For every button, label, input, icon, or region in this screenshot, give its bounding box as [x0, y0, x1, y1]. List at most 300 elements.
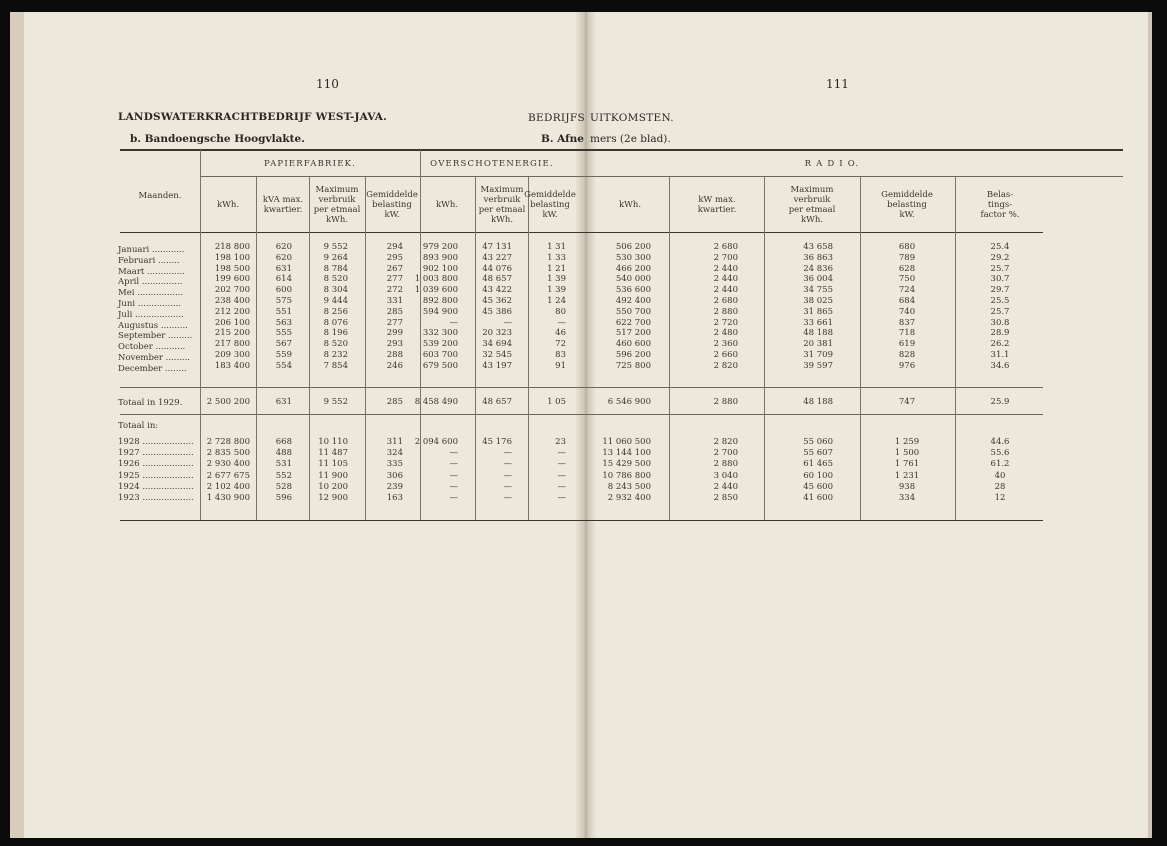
- cell-p-kwh: 183 400: [214, 361, 250, 371]
- cell-r-max: 38 025: [803, 296, 833, 306]
- year-label: 1923 ...................: [118, 493, 194, 503]
- year-cell-r-gem: 1 259: [894, 437, 920, 447]
- cell-r-fac: 29.2: [990, 253, 1010, 263]
- cell-r-gem: 619: [898, 339, 916, 349]
- total-r-kwh: 6 546 900: [607, 397, 651, 407]
- cell-r-gem: 628: [898, 264, 916, 274]
- year-cell-o-gem: 23: [555, 437, 566, 447]
- year-cell-p-kva: 668: [275, 437, 292, 447]
- cell-p-gem: 285: [386, 307, 403, 317]
- cell-r-gem: 724: [898, 285, 916, 295]
- cell-r-gem: 684: [898, 296, 916, 306]
- year-cell-r-max: 61 465: [803, 459, 833, 469]
- cell-p-gem: 246: [386, 361, 403, 371]
- cell-r-kwh: 517 200: [615, 328, 651, 338]
- cell-r-kwh: 506 200: [615, 242, 651, 252]
- cell-r-gem: 837: [898, 318, 916, 328]
- column-header-line: Gemiddelde: [524, 190, 576, 200]
- cell-o-max: 43 197: [482, 361, 512, 371]
- column-header-line: kwartier.: [263, 205, 303, 215]
- cell-o-max: 47 131: [482, 242, 512, 252]
- cell-r-kwh: 596 200: [615, 350, 651, 360]
- month-label: September .........: [118, 331, 193, 341]
- cell-r-kw: 2 880: [713, 307, 738, 317]
- vrule: [365, 177, 366, 520]
- cell-o-gem: 1 31: [547, 242, 566, 252]
- years-label: Totaal in:: [118, 421, 159, 431]
- year-cell-r-fac: 28: [994, 482, 1006, 492]
- cell-p-gem: 272: [386, 285, 403, 295]
- cell-r-fac: 28.9: [990, 328, 1010, 338]
- cell-r-kw: 2 720: [713, 318, 738, 328]
- cell-p-kva: 600: [275, 285, 292, 295]
- year-cell-o-max: —: [503, 459, 512, 469]
- year-cell-o-kwh: —: [449, 459, 458, 469]
- year-cell-p-kwh: 2 930 400: [206, 459, 250, 469]
- column-header-r-kw: [698, 195, 737, 215]
- cell-p-gem: 294: [386, 242, 403, 252]
- vrule: [669, 177, 670, 520]
- column-header-line: factor %.: [980, 210, 1020, 220]
- year-cell-o-max: —: [503, 493, 512, 503]
- cell-p-kwh: 218 800: [214, 242, 250, 252]
- year-label: 1928 ...................: [118, 437, 194, 447]
- year-cell-p-gem: 306: [386, 471, 403, 481]
- column-header-line: Gemiddelde: [366, 190, 418, 200]
- cell-r-max: 33 661: [803, 318, 833, 328]
- cell-o-max: 34 694: [482, 339, 512, 349]
- month-label: Juni ................: [118, 299, 182, 309]
- year-cell-p-kva: 596: [275, 493, 292, 503]
- report-title-left: BEDRIJFS: [528, 112, 585, 124]
- cell-p-kva: 554: [275, 361, 292, 371]
- cell-r-fac: 25.7: [990, 264, 1010, 274]
- year-cell-o-gem: —: [557, 448, 566, 458]
- cell-o-max: 43 422: [482, 285, 512, 295]
- month-label: Januari ............: [118, 245, 185, 255]
- cell-r-fac: 26.2: [990, 339, 1010, 349]
- column-header-p-gem: [366, 190, 418, 220]
- cell-p-kwh: 238 400: [214, 296, 250, 306]
- table-top-rule: [120, 149, 1123, 151]
- vrule: [528, 177, 529, 520]
- cell-p-max: 8 784: [323, 264, 348, 274]
- group-papierfabriek: PAPIERFABRIEK.: [263, 159, 357, 169]
- cell-o-gem: 46: [555, 328, 566, 338]
- cell-r-fac: 31.1: [990, 350, 1010, 360]
- year-cell-r-kwh: 15 429 500: [602, 459, 651, 469]
- total-end-rule: [120, 414, 1043, 415]
- cell-o-kwh: —: [449, 318, 458, 328]
- year-cell-p-kva: 488: [275, 448, 292, 458]
- year-cell-r-kwh: 2 932 400: [607, 493, 651, 503]
- year-cell-r-max: 55 060: [803, 437, 833, 447]
- year-cell-r-gem: 334: [898, 493, 916, 503]
- year-cell-o-kwh: —: [449, 448, 458, 458]
- total-o-kwh: 8 458 490: [414, 397, 458, 407]
- cell-r-max: 20 381: [803, 339, 833, 349]
- cell-o-kwh: 603 700: [422, 350, 458, 360]
- cell-o-kwh: 539 200: [422, 339, 458, 349]
- cell-r-max: 31 709: [803, 350, 833, 360]
- year-cell-o-kwh: —: [449, 482, 458, 492]
- column-header-line: kW max.: [698, 195, 736, 205]
- year-cell-p-max: 11 105: [318, 459, 348, 469]
- column-header-rule: [120, 232, 1043, 233]
- year-cell-o-max: 45 176: [482, 437, 512, 447]
- cell-p-max: 8 256: [323, 307, 348, 317]
- year-cell-r-kw: 2 850: [713, 493, 738, 503]
- cell-o-kwh: 1 039 600: [414, 285, 458, 295]
- year-cell-r-kw: 2 820: [713, 437, 738, 447]
- table-bottom-rule: [120, 520, 1043, 521]
- column-header-line: kW.: [899, 210, 915, 220]
- column-header-line: belasting: [887, 200, 927, 210]
- cell-p-kwh: 215 200: [214, 328, 250, 338]
- cell-p-kwh: 209 300: [214, 350, 250, 360]
- cell-r-max: 34 755: [803, 285, 833, 295]
- cell-r-kw: 2 480: [713, 328, 738, 338]
- column-header-line: tings-: [987, 200, 1013, 210]
- cell-o-max: 48 657: [482, 274, 512, 284]
- cell-o-max: —: [503, 318, 512, 328]
- cell-o-kwh: 594 900: [422, 307, 458, 317]
- cell-p-max: 9 552: [323, 242, 348, 252]
- group-overschotenergie: OVERSCHOTENERGIE.: [430, 159, 554, 169]
- year-cell-p-kwh: 2 835 500: [206, 448, 250, 458]
- column-header-line: per etmaal: [478, 205, 526, 215]
- column-header-line: kWh.: [618, 200, 642, 210]
- year-cell-p-gem: 239: [386, 482, 403, 492]
- year-cell-r-fac: 12: [994, 493, 1006, 503]
- column-header-line: belasting: [372, 200, 412, 210]
- vrule: [860, 177, 861, 520]
- header-maanden: Maanden.: [138, 191, 182, 201]
- year-cell-r-fac: 44.6: [990, 437, 1010, 447]
- cell-o-gem: 80: [555, 307, 566, 317]
- cell-r-gem: 828: [898, 350, 916, 360]
- cell-r-kw: 2 440: [713, 264, 738, 274]
- cell-r-gem: 976: [898, 361, 916, 371]
- cell-r-kwh: 540 000: [615, 274, 651, 284]
- cell-p-kva: 620: [275, 242, 292, 252]
- cell-p-kva: 555: [275, 328, 292, 338]
- year-cell-p-kwh: 2 102 400: [206, 482, 250, 492]
- cell-p-max: 8 304: [323, 285, 348, 295]
- year-cell-p-kva: 528: [275, 482, 292, 492]
- cell-r-kw: 2 680: [713, 296, 738, 306]
- year-cell-o-gem: —: [557, 459, 566, 469]
- cell-o-kwh: 893 900: [422, 253, 458, 263]
- year-label: 1927 ...................: [118, 448, 194, 458]
- cell-o-gem: 1 39: [547, 285, 566, 295]
- cell-p-gem: 295: [386, 253, 403, 263]
- column-header-line: kWh.: [800, 215, 824, 225]
- year-cell-o-gem: —: [557, 471, 566, 481]
- vrule: [475, 177, 476, 520]
- year-cell-p-kwh: 2 728 800: [206, 437, 250, 447]
- column-header-o-max: [479, 185, 526, 225]
- column-header-line: kWh.: [435, 200, 459, 210]
- cell-p-gem: 277: [386, 274, 403, 284]
- vrule: [764, 177, 765, 520]
- year-label: 1926 ...................: [118, 459, 194, 469]
- year-cell-o-max: —: [503, 471, 512, 481]
- cell-p-gem: 293: [386, 339, 403, 349]
- cell-p-kva: 551: [275, 307, 292, 317]
- column-header-line: Maximum: [790, 185, 834, 195]
- column-header-line: kwartier.: [697, 205, 737, 215]
- cell-o-kwh: 1 003 800: [414, 274, 458, 284]
- cell-o-gem: —: [557, 318, 566, 328]
- cell-r-fac: 25.4: [990, 242, 1010, 252]
- company-title: LANDSWATERKRACHTBEDRIJF WEST-JAVA.: [118, 111, 387, 123]
- cell-o-gem: 83: [555, 350, 566, 360]
- column-header-p-kwh: [217, 200, 239, 210]
- column-header-line: verbruik: [318, 195, 356, 205]
- cell-r-max: 24 836: [803, 264, 833, 274]
- total-p-kva: 631: [275, 397, 292, 407]
- column-header-line: kW.: [542, 210, 558, 220]
- year-cell-o-max: —: [503, 448, 512, 458]
- total-r-max: 48 188: [803, 397, 833, 407]
- vrule: [200, 150, 201, 520]
- vrule: [955, 177, 956, 520]
- cell-o-max: 43 227: [482, 253, 512, 263]
- cell-o-max: 45 386: [482, 307, 512, 317]
- year-cell-r-gem: 938: [898, 482, 916, 492]
- cell-r-max: 36 004: [803, 274, 833, 284]
- cell-r-kwh: 622 700: [615, 318, 651, 328]
- cell-p-kva: 631: [275, 264, 292, 274]
- cell-p-gem: 288: [386, 350, 403, 360]
- cell-p-gem: 299: [386, 328, 403, 338]
- cell-p-max: 9 444: [323, 296, 348, 306]
- year-cell-r-max: 55 607: [803, 448, 833, 458]
- column-header-line: Belas-: [986, 190, 1014, 200]
- cell-o-gem: 72: [555, 339, 566, 349]
- column-header-line: per etmaal: [313, 205, 361, 215]
- total-r-kw: 2 880: [713, 397, 738, 407]
- total-r-fac: 25.9: [990, 397, 1010, 407]
- year-cell-r-max: 45 600: [803, 482, 833, 492]
- year-cell-r-kw: 2 880: [713, 459, 738, 469]
- column-header-line: Maximum: [480, 185, 524, 195]
- cell-p-kwh: 202 700: [214, 285, 250, 295]
- cell-r-kw: 2 660: [713, 350, 738, 360]
- cell-p-kva: 620: [275, 253, 292, 263]
- column-header-line: per etmaal: [788, 205, 836, 215]
- total-r-gem: 747: [898, 397, 916, 407]
- cell-r-gem: 789: [898, 253, 916, 263]
- year-cell-r-max: 60 100: [803, 471, 833, 481]
- total-p-gem: 285: [386, 397, 403, 407]
- group-header-rule: [200, 176, 1123, 177]
- year-cell-p-max: 10 200: [318, 482, 348, 492]
- cell-r-max: 36 863: [803, 253, 833, 263]
- year-cell-p-max: 11 900: [318, 471, 348, 481]
- cell-r-max: 31 865: [803, 307, 833, 317]
- column-header-o-kwh: [436, 200, 458, 210]
- column-header-p-kva: [263, 195, 303, 215]
- column-header-line: Maximum: [315, 185, 359, 195]
- cell-o-kwh: 892 800: [422, 296, 458, 306]
- cell-o-kwh: 979 200: [422, 242, 458, 252]
- cell-r-kwh: 725 800: [615, 361, 651, 371]
- cell-r-kw: 2 680: [713, 242, 738, 252]
- cell-r-kw: 2 360: [713, 339, 738, 349]
- cell-p-max: 8 196: [323, 328, 348, 338]
- month-label: November .........: [118, 353, 191, 363]
- year-cell-p-kwh: 1 430 900: [206, 493, 250, 503]
- cell-o-max: 32 545: [482, 350, 512, 360]
- cell-p-max: 8 520: [323, 339, 348, 349]
- year-cell-r-gem: 1 500: [894, 448, 920, 458]
- year-cell-r-kwh: 10 786 800: [602, 471, 651, 481]
- cell-r-kwh: 530 300: [615, 253, 651, 263]
- cell-r-kwh: 492 400: [615, 296, 651, 306]
- cell-r-max: 39 597: [803, 361, 833, 371]
- year-cell-r-fac: 61.2: [990, 459, 1010, 469]
- cell-p-kwh: 206 100: [214, 318, 250, 328]
- months-end-rule: [120, 387, 1043, 388]
- column-header-line: verbruik: [483, 195, 521, 205]
- column-header-line: kWh.: [216, 200, 240, 210]
- column-header-line: kW.: [384, 210, 400, 220]
- year-cell-o-kwh: —: [449, 493, 458, 503]
- cell-r-max: 48 188: [803, 328, 833, 338]
- total-o-gem: 1 05: [547, 397, 566, 407]
- cell-r-max: 43 658: [803, 242, 833, 252]
- cell-p-max: 8 520: [323, 274, 348, 284]
- year-cell-r-kwh: 8 243 500: [607, 482, 651, 492]
- year-cell-o-kwh: —: [449, 471, 458, 481]
- cell-r-kw: 2 440: [713, 285, 738, 295]
- month-label: Juli ..................: [118, 310, 184, 320]
- cell-o-kwh: 332 300: [422, 328, 458, 338]
- year-cell-p-kwh: 2 677 675: [206, 471, 250, 481]
- cell-r-fac: 34.6: [990, 361, 1010, 371]
- year-cell-r-fac: 40: [994, 471, 1006, 481]
- year-label: 1925 ...................: [118, 471, 194, 481]
- year-cell-p-gem: 163: [386, 493, 403, 503]
- year-label: 1924 ...................: [118, 482, 194, 492]
- cell-o-kwh: 679 500: [422, 361, 458, 371]
- column-header-line: belasting: [530, 200, 570, 210]
- group-radio: R A D I O.: [804, 159, 860, 169]
- cell-p-gem: 331: [386, 296, 403, 306]
- column-header-line: verbruik: [793, 195, 831, 205]
- total-label: Totaal in 1929.: [118, 398, 183, 408]
- cell-r-gem: 718: [898, 328, 916, 338]
- column-header-line: Gemiddelde: [881, 190, 933, 200]
- cell-o-gem: 1 21: [547, 264, 566, 274]
- column-header-line: kVA max.: [262, 195, 304, 205]
- cell-p-max: 7 854: [323, 361, 348, 371]
- cell-p-kwh: 217 800: [214, 339, 250, 349]
- cell-r-fac: 30.7: [990, 274, 1010, 284]
- column-header-r-gem: [881, 190, 933, 220]
- column-header-r-kwh: [619, 200, 641, 210]
- page-number-left: 110: [316, 77, 339, 91]
- year-cell-r-kwh: 11 060 500: [602, 437, 651, 447]
- cell-o-max: 20 323: [482, 328, 512, 338]
- year-cell-p-gem: 324: [386, 448, 403, 458]
- column-header-p-max: [314, 185, 361, 225]
- month-label: December ........: [118, 364, 187, 374]
- cell-p-kva: 614: [275, 274, 292, 284]
- year-cell-p-max: 10 110: [318, 437, 348, 447]
- year-cell-r-kw: 2 700: [713, 448, 738, 458]
- cell-p-kva: 567: [275, 339, 292, 349]
- cell-r-fac: 29.7: [990, 285, 1010, 295]
- year-cell-r-fac: 55.6: [990, 448, 1010, 458]
- month-label: October ...........: [118, 342, 186, 352]
- column-header-o-gem: [524, 190, 576, 220]
- year-cell-p-max: 12 900: [318, 493, 348, 503]
- cell-o-gem: 1 33: [547, 253, 566, 263]
- section-right-a: B. Afne: [541, 133, 584, 145]
- year-cell-p-kva: 531: [275, 459, 292, 469]
- year-cell-r-max: 41 600: [803, 493, 833, 503]
- cell-r-fac: 30.8: [990, 318, 1010, 328]
- cell-r-gem: 740: [898, 307, 916, 317]
- cell-o-gem: 1 24: [547, 296, 566, 306]
- right-page: [586, 12, 1152, 838]
- vrule: [256, 177, 257, 520]
- cell-p-gem: 277: [386, 318, 403, 328]
- cell-o-max: 45 362: [482, 296, 512, 306]
- month-label: Augustus ..........: [118, 321, 188, 331]
- cell-o-gem: 1 39: [547, 274, 566, 284]
- cell-p-kwh: 199 600: [214, 274, 250, 284]
- cell-p-kva: 575: [275, 296, 292, 306]
- cell-r-kw: 2 440: [713, 274, 738, 284]
- report-title-right: UITKOMSTEN.: [590, 112, 674, 124]
- total-o-max: 48 657: [482, 397, 512, 407]
- year-cell-o-max: —: [503, 482, 512, 492]
- cell-o-kwh: 902 100: [422, 264, 458, 274]
- cell-r-kwh: 466 200: [615, 264, 651, 274]
- total-p-kwh: 2 500 200: [206, 397, 250, 407]
- cell-r-kw: 2 700: [713, 253, 738, 263]
- year-cell-r-kw: 2 440: [713, 482, 738, 492]
- cell-r-kwh: 460 600: [615, 339, 651, 349]
- cell-p-kwh: 198 500: [214, 264, 250, 274]
- cell-p-max: 8 232: [323, 350, 348, 360]
- cell-r-kw: 2 820: [713, 361, 738, 371]
- year-cell-o-gem: —: [557, 493, 566, 503]
- cell-r-kwh: 550 700: [615, 307, 651, 317]
- cell-r-gem: 680: [898, 242, 916, 252]
- section-right-b: mers (2e blad).: [590, 133, 671, 145]
- column-header-line: kWh.: [490, 215, 514, 225]
- year-cell-r-gem: 1 231: [894, 471, 920, 481]
- section-left: b. Bandoengsche Hoogvlakte.: [130, 133, 305, 145]
- year-cell-o-kwh: 2 094 600: [414, 437, 458, 447]
- year-cell-p-gem: 311: [386, 437, 403, 447]
- cell-p-kva: 563: [275, 318, 292, 328]
- month-label: Mei .................: [118, 288, 184, 298]
- year-cell-r-kwh: 13 144 100: [602, 448, 651, 458]
- cell-r-kwh: 536 600: [615, 285, 651, 295]
- year-cell-p-max: 11 487: [318, 448, 348, 458]
- year-cell-p-gem: 335: [386, 459, 403, 469]
- column-header-line: kWh.: [325, 215, 349, 225]
- cell-o-gem: 91: [555, 361, 566, 371]
- cell-p-max: 9 264: [323, 253, 348, 263]
- month-label: April ...............: [118, 277, 183, 287]
